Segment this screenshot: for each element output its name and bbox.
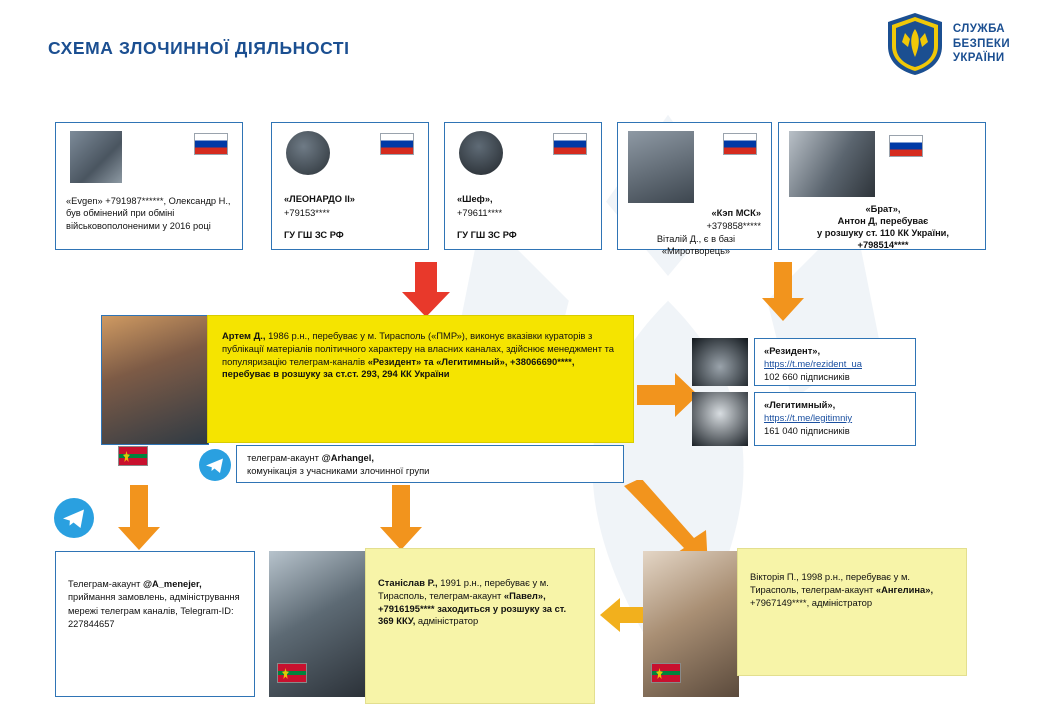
card-leonardo-phone: +79153**** [284,208,330,218]
arhangel-label: телеграм-акаунт [247,452,319,463]
card-a-menejer[interactable] [55,551,255,697]
telegram-icon [198,448,232,482]
artem-channels: «Резидент» та «Легитимный», [367,355,508,367]
card-kep-name: «Кэп МСК» [711,208,761,218]
avatar [789,131,875,197]
card-brat-person: Антон Д, перебуває [837,216,929,226]
arhangel-desc: комунікація з учасниками злочинної групи [247,464,430,476]
page-title: СХЕМА ЗЛОЧИННОЇ ДІЯЛЬНОСТІ [48,38,350,58]
channel-rezident[interactable] [754,338,916,386]
stanislav-handle: «Павел», +7916195**** [378,589,546,614]
logo-line-1: СЛУЖБА [952,22,1005,35]
card-brat[interactable] [778,122,986,250]
transnistria-flag-icon [651,663,681,683]
logo-line-2: БЕЗПЕКИ [952,37,1010,50]
card-shef-phone: +79611**** [457,208,503,218]
arrow-right-icon [637,372,699,418]
card-a-menejer-text [68,578,244,632]
arrow-down-icon [398,262,454,318]
sbu-emblem-icon [886,12,944,76]
viktoria-phone-role: +7967149****, адміністратор [750,596,873,608]
stanislav-name: Станіслав Р., [378,577,438,588]
sbu-logo [886,12,1010,76]
card-leonardo[interactable] [271,122,429,250]
avatar [286,131,330,175]
channel-legitimny-link[interactable]: https://t.me/legitimniy [764,411,853,423]
card-shef[interactable] [444,122,602,250]
channel-rezident-link[interactable]: https://t.me/rezident_ua [764,357,862,369]
card-kep-msk[interactable] [617,122,772,257]
page-header [0,0,1038,92]
card-evgen[interactable] [55,122,243,250]
sbu-logo-text [953,22,1010,66]
arrow-down-icon [116,485,162,551]
logo-line-3: УКРАЇНИ [952,52,1005,65]
card-stanislav[interactable] [365,548,595,704]
russia-flag-icon [380,133,414,155]
stanislav-role: адміністратор [417,615,479,627]
card-viktoria[interactable] [737,548,967,676]
viktoria-handle: «Ангелина», [875,583,934,595]
russia-flag-icon [723,133,757,155]
russia-flag-icon [889,135,923,157]
a-menejer-handle: @A_menejer, [142,579,202,589]
arhangel-box[interactable] [236,445,624,483]
card-kep-phone: +379858***** [706,221,761,231]
transnistria-flag-icon [277,663,307,683]
channel-legitimny[interactable] [754,392,916,446]
card-brat-name: «Брат», [865,204,901,214]
channel-legitimny-title: «Легитимный», [764,399,836,410]
card-shef-name: «Шеф», [457,194,493,204]
card-kep-note: Віталій Д., є в базі «Миротворець» [656,234,736,257]
card-brat-wanted: у розшуку ст. 110 КК України, [817,228,949,238]
russia-flag-icon [553,133,587,155]
channel-rezident-title: «Резидент», [764,345,821,356]
viktoria-desc: Вікторія П., 1998 р.н., перебуває у м. Тирасполь, телеграм-акаунт [750,571,911,595]
avatar [628,131,694,203]
arrow-down-icon [760,262,806,322]
a-menejer-label: Телеграм-акаунт [68,579,141,589]
card-shef-unit: ГУ ГШ ЗС РФ [457,230,517,240]
artem-phone: +38066690****, [510,355,575,367]
arrow-down-icon [378,485,424,551]
artem-block[interactable] [207,315,634,443]
artem-wanted: перебуває в розшуку за ст.ст. 293, 294 КК України [222,368,450,380]
channel-legitimny-thumb [692,392,748,446]
artem-desc: 1986 р.н., перебуває у м. Тирасполь («ПМР»), виконує вказівки кураторів з публікації матеріалів політичного характеру на власних каналах, здійснює менеджмент та популяризацію телеграм-каналів [222,330,614,367]
artem-name: Артем Д., [222,330,266,341]
card-brat-phone: +798514**** [857,240,909,250]
card-leonardo-unit: ГУ ГШ ЗС РФ [284,230,344,240]
arhangel-handle: @Arhangel, [321,452,374,463]
russia-flag-icon [194,133,228,155]
stanislav-desc: 1991 р.н., перебуває у м. Тирасполь, телеграм-акаунт [378,577,549,601]
card-leonardo-name: «ЛЕОНАРДО ІІ» [284,194,355,204]
avatar [459,131,503,175]
stanislav-wanted: заходиться у розшуку за ст. 369 ККУ, [378,602,567,627]
a-menejer-desc: приймання замовлень, адміністрування мережі телеграм каналів, Telegram-ID: 227844657 [68,592,240,630]
artem-avatar [101,315,209,445]
avatar [70,131,122,183]
channel-rezident-subs: 102 660 підписників [764,370,850,382]
telegram-icon [53,497,95,539]
channel-legitimny-subs: 161 040 підписників [764,424,850,436]
card-evgen-text: «Evgen» +791987******, Олександр Н., був обмінений при обміні військовополоненими у 2016 році [66,196,231,231]
channel-rezident-thumb [692,338,748,386]
transnistria-flag-icon [118,446,148,466]
